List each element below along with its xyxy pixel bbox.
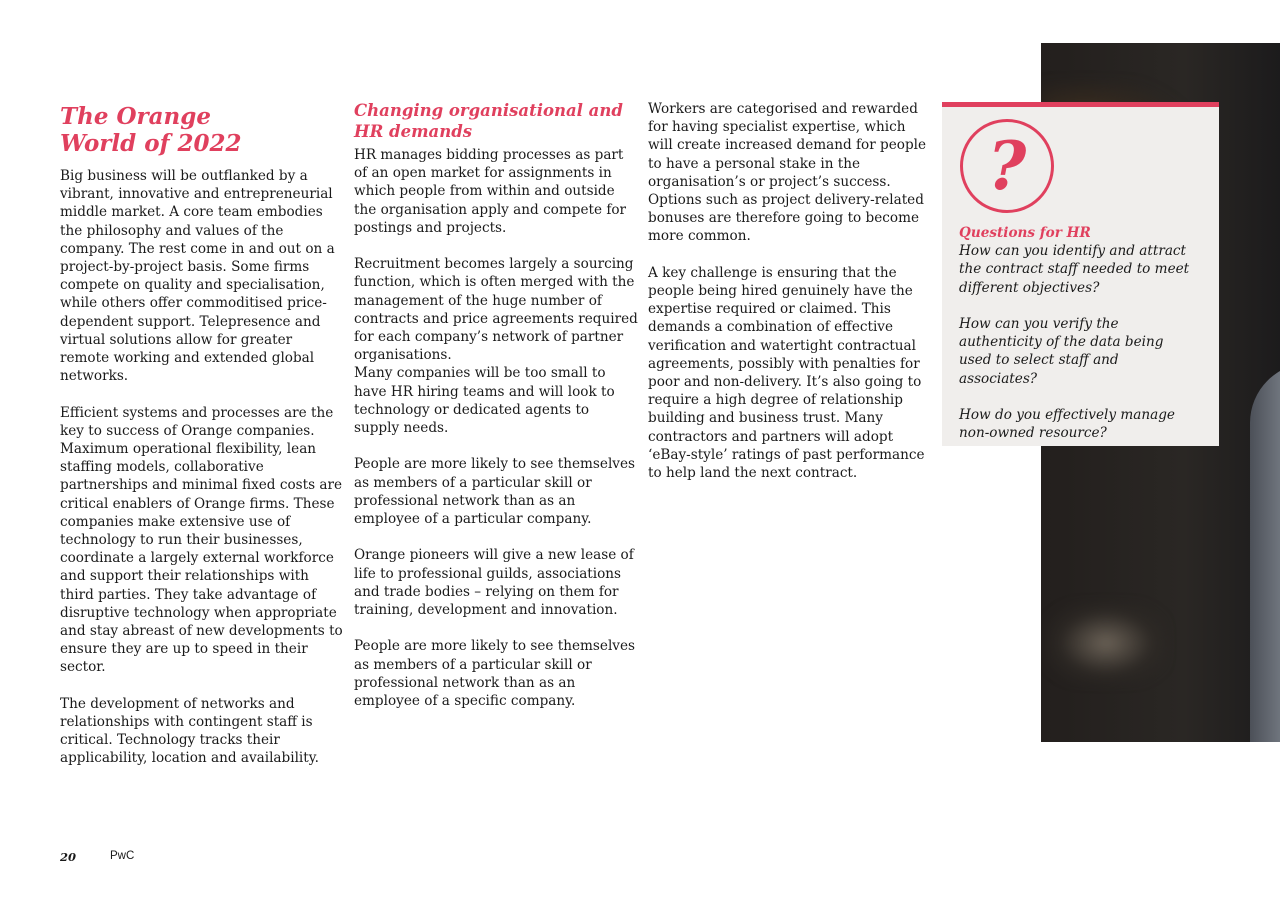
questions-list bbox=[959, 224, 1199, 461]
photo-light-blur bbox=[1046, 603, 1166, 683]
question-item: How do you effectively manage non-owned resource? bbox=[959, 407, 1175, 442]
questions-heading: Questions for HR bbox=[959, 225, 1091, 241]
paragraph: A key challenge is ensuring that the people being hired genuinely have the expertise required or claimed. This demands a combination of effective verification and watertight contractual agreements, possibly with penalties for poor and non-delivery. It’s also going to require a high degree of relationship building and business trust. Many contractors and partners will adopt ‘eBay-style’ ratings of past performance to help land the next contract. bbox=[648, 264, 925, 482]
section-title: The Orange World of 2022 bbox=[60, 103, 242, 157]
paragraph: Workers are categorised and rewarded for having specialist expertise, which will create increased demand for people to have a personal stake in the organisation’s or project’s success. Options such as project delivery-related bonuses are therefore going to become more common. bbox=[648, 101, 927, 245]
paragraph: HR manages bidding processes as part of an open market for assignments in which people from within and outside the organisation apply and compete for postings and projects. bbox=[354, 147, 627, 236]
column-workers bbox=[648, 100, 932, 500]
paragraph: Recruitment becomes largely a sourcing function, which is often merged with the management of the huge number of contracts and price agreements required for each company’s network of partner organisations. bbox=[354, 256, 638, 364]
questions-box bbox=[942, 102, 1219, 446]
paragraph: Big business will be outflanked by a vibrant, innovative and entrepreneurial middle market. A core team embodies the philosophy and values of the company. The rest come in and out on a project-by-project basis. Some firms compete on quality and specialisation, while others offer commoditised price-dependent support. Telepresence and virtual solutions allow for greater remote working and extended global networks. bbox=[60, 168, 335, 385]
column-organisational-demands bbox=[354, 100, 638, 728]
brand-name: PwC bbox=[110, 850, 135, 862]
column-orange-world bbox=[60, 103, 344, 786]
question-mark-icon: ? bbox=[960, 119, 1054, 213]
paragraph: The development of networks and relationships with contingent staff is critical. Technology tracks their applicability, location and availability. bbox=[60, 695, 319, 767]
paragraph: Orange pioneers will give a new lease of life to professional guilds, associations and trade bodies – relying on them for training, development and innovation. bbox=[354, 547, 634, 619]
paragraph: Efficient systems and processes are the key to success of Orange companies. Maximum operational flexibility, lean staffing models, collaborative partnerships and minimal fixed costs are critical enablers of Orange firms. These companies make extensive use of technology to run their businesses, coordinate a largely external workforce and support their relationships with third parties. They take advantage of disruptive technology when appropriate and stay abreast of new developments to ensure they are up to speed in their sector. bbox=[60, 404, 343, 676]
page-number: 20 bbox=[60, 850, 77, 864]
section-title: Changing organisational and HR demands bbox=[354, 101, 623, 141]
photo-person-shoulder bbox=[1250, 363, 1280, 742]
paragraph: Many companies will be too small to have HR hiring teams and will look to technology or dedicated agents to supply needs. bbox=[354, 365, 615, 437]
question-item: How can you identify and attract the contract staff needed to meet different objectives? bbox=[959, 243, 1190, 296]
paragraph: People are more likely to see themselves as members of a particular skill or professional network than as an employee of a particular company. bbox=[354, 456, 635, 528]
question-item: How can you verify the authenticity of the data being used to select staff and associates? bbox=[959, 316, 1164, 387]
paragraph: People are more likely to see themselves as members of a particular skill or professional network than as an employee of a specific company. bbox=[354, 638, 635, 710]
